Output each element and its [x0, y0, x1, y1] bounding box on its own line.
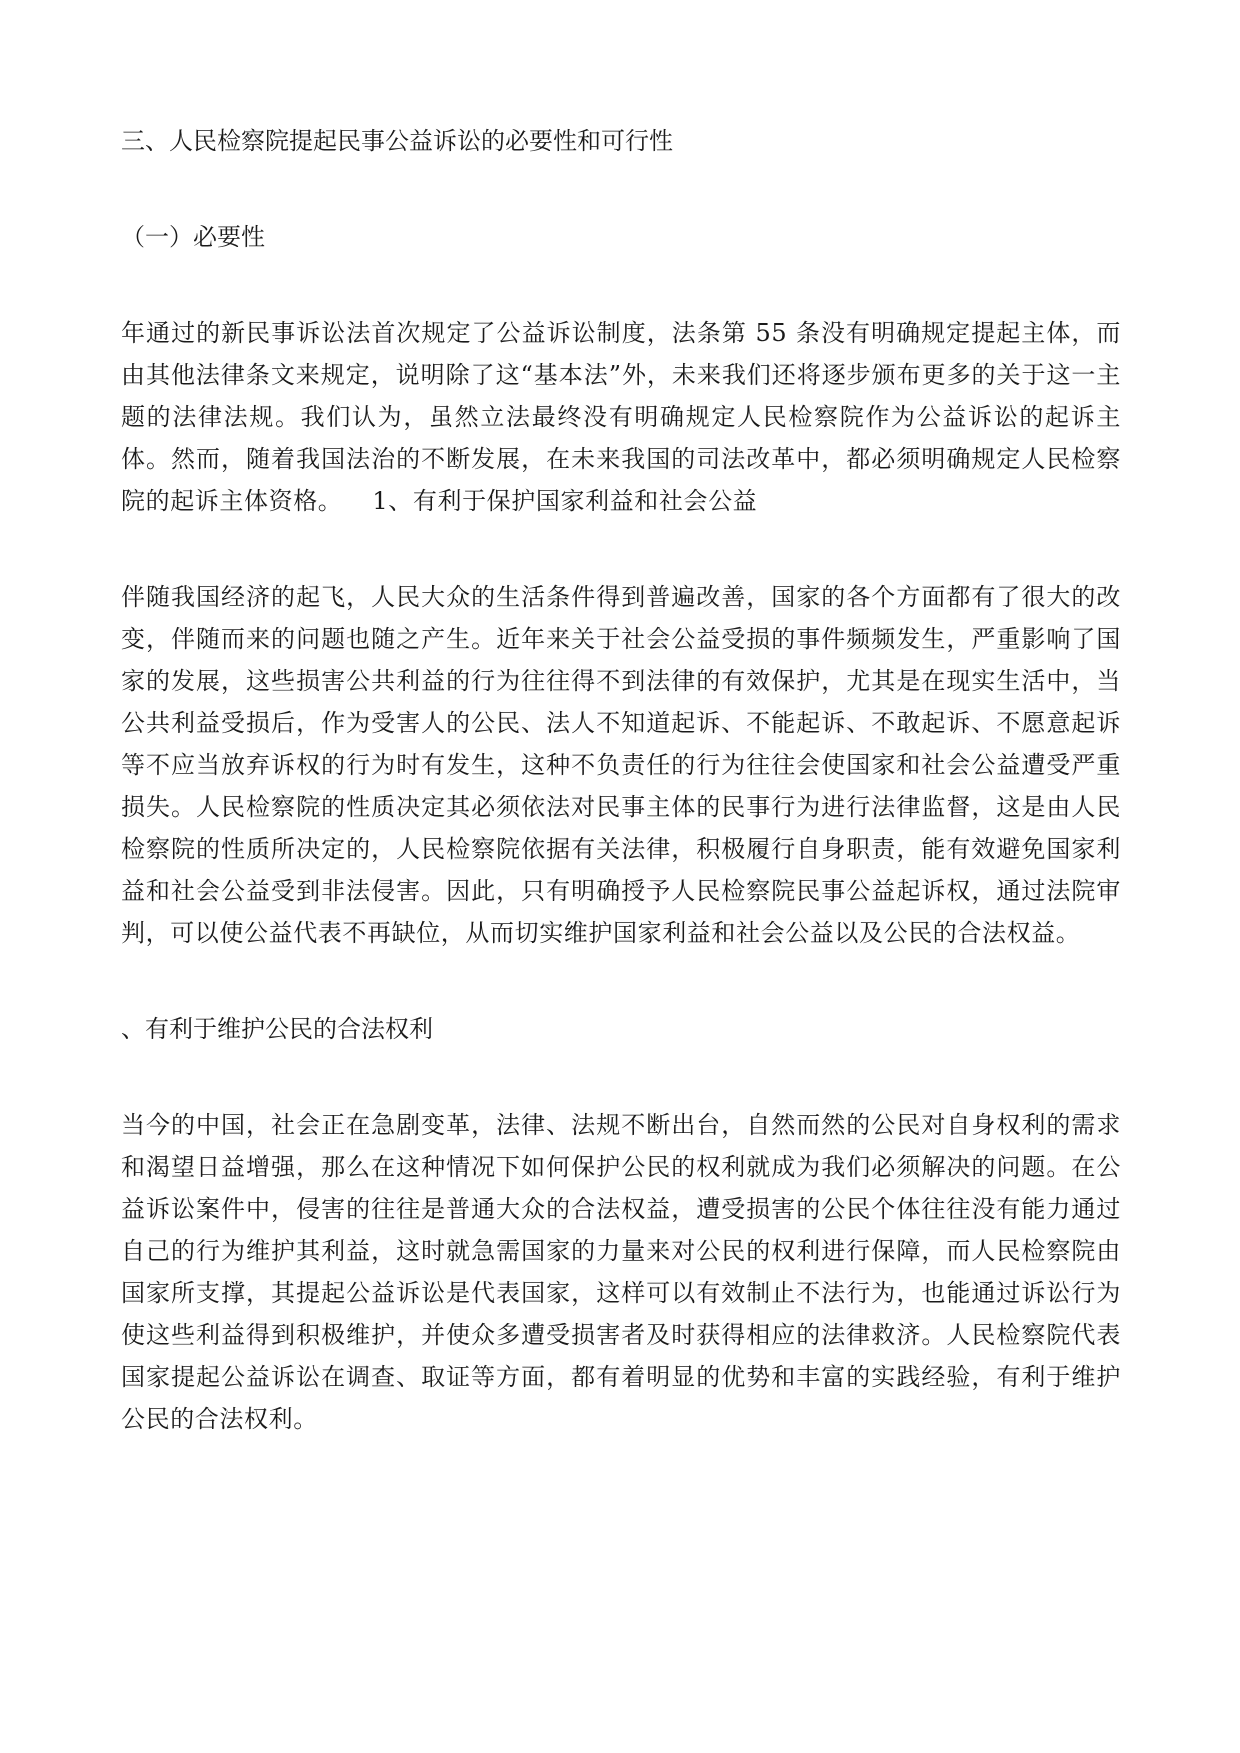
paragraph-2: 伴随我国经济的起飞，人民大众的生活条件得到普遍改善，国家的各个方面都有了很大的改变，伴随而来的问题也随之产生。近年来关于社会公益受损的事件频频发生，严重影响了国家的发展，这些损害公共利益的行为往往得不到法律的有效保护，尤其是在现实生活中，当公共利益受损后，作为受害人的公民、法人不知道起诉、不能起诉、不敢起诉、不愿意起诉等不应当放弃诉权的行为时有发生，这种不负责任的行为往往会使国家和社会公益遭受严重损失。人民检察院的性质决定其必须依法对民事主体的民事行为进行法律监督，这是由人民检察院的性质所决定的，人民检察院依据有关法律，积极履行自身职责，能有效避免国家利益和社会公益受到非法侵害。因此，只有明确授予人民检察院民事公益起诉权，通过法院审判，可以使公益代表不再缺位，从而切实维护国家利益和社会公益以及公民的合法权益。 [121, 583, 1121, 947]
subsection-heading: （一）必要性 [121, 223, 265, 251]
section-heading: 三、人民检察院提起民事公益诉讼的必要性和可行性 [121, 127, 673, 155]
point-2-heading: 、有利于维护公民的合法权利 [121, 1015, 433, 1043]
point-1-heading: 1、有利于保护国家利益和社会公益 [372, 487, 758, 515]
paragraph-1-text: 年通过的新民事诉讼法首次规定了公益诉讼制度，法条第 55 条没有明确规定提起主体，而由其他法律条文来规定，说明除了这“基本法”外，未来我们还将逐步颁布更多的关于这一主题的法律法规。我们认为，虽然立法最终没有明确规定人民检察院作为公益诉讼的起诉主体。然而，随着我国法治的不断发展，在未来我国的司法改革中，都必须明确规定人民检察院的起诉主体资格。 [121, 319, 1121, 515]
paragraph-1 [121, 312, 1121, 522]
paragraph-3: 当今的中国，社会正在急剧变革，法律、法规不断出台，自然而然的公民对自身权利的需求和渴望日益增强，那么在这种情况下如何保护公民的权利就成为我们必须解决的问题。在公益诉讼案件中，侵害的往往是普通大众的合法权益，遭受损害的公民个体往往没有能力通过自己的行为维护其利益，这时就急需国家的力量来对公民的权利进行保障，而人民检察院由国家所支撑，其提起公益诉讼是代表国家，这样可以有效制止不法行为，也能通过诉讼行为使这些利益得到积极维护，并使众多遭受损害者及时获得相应的法律救济。人民检察院代表国家提起公益诉讼在调查、取证等方面，都有着明显的优势和丰富的实践经验，有利于维护公民的合法权利。 [121, 1111, 1121, 1433]
document-body [121, 120, 1121, 1494]
